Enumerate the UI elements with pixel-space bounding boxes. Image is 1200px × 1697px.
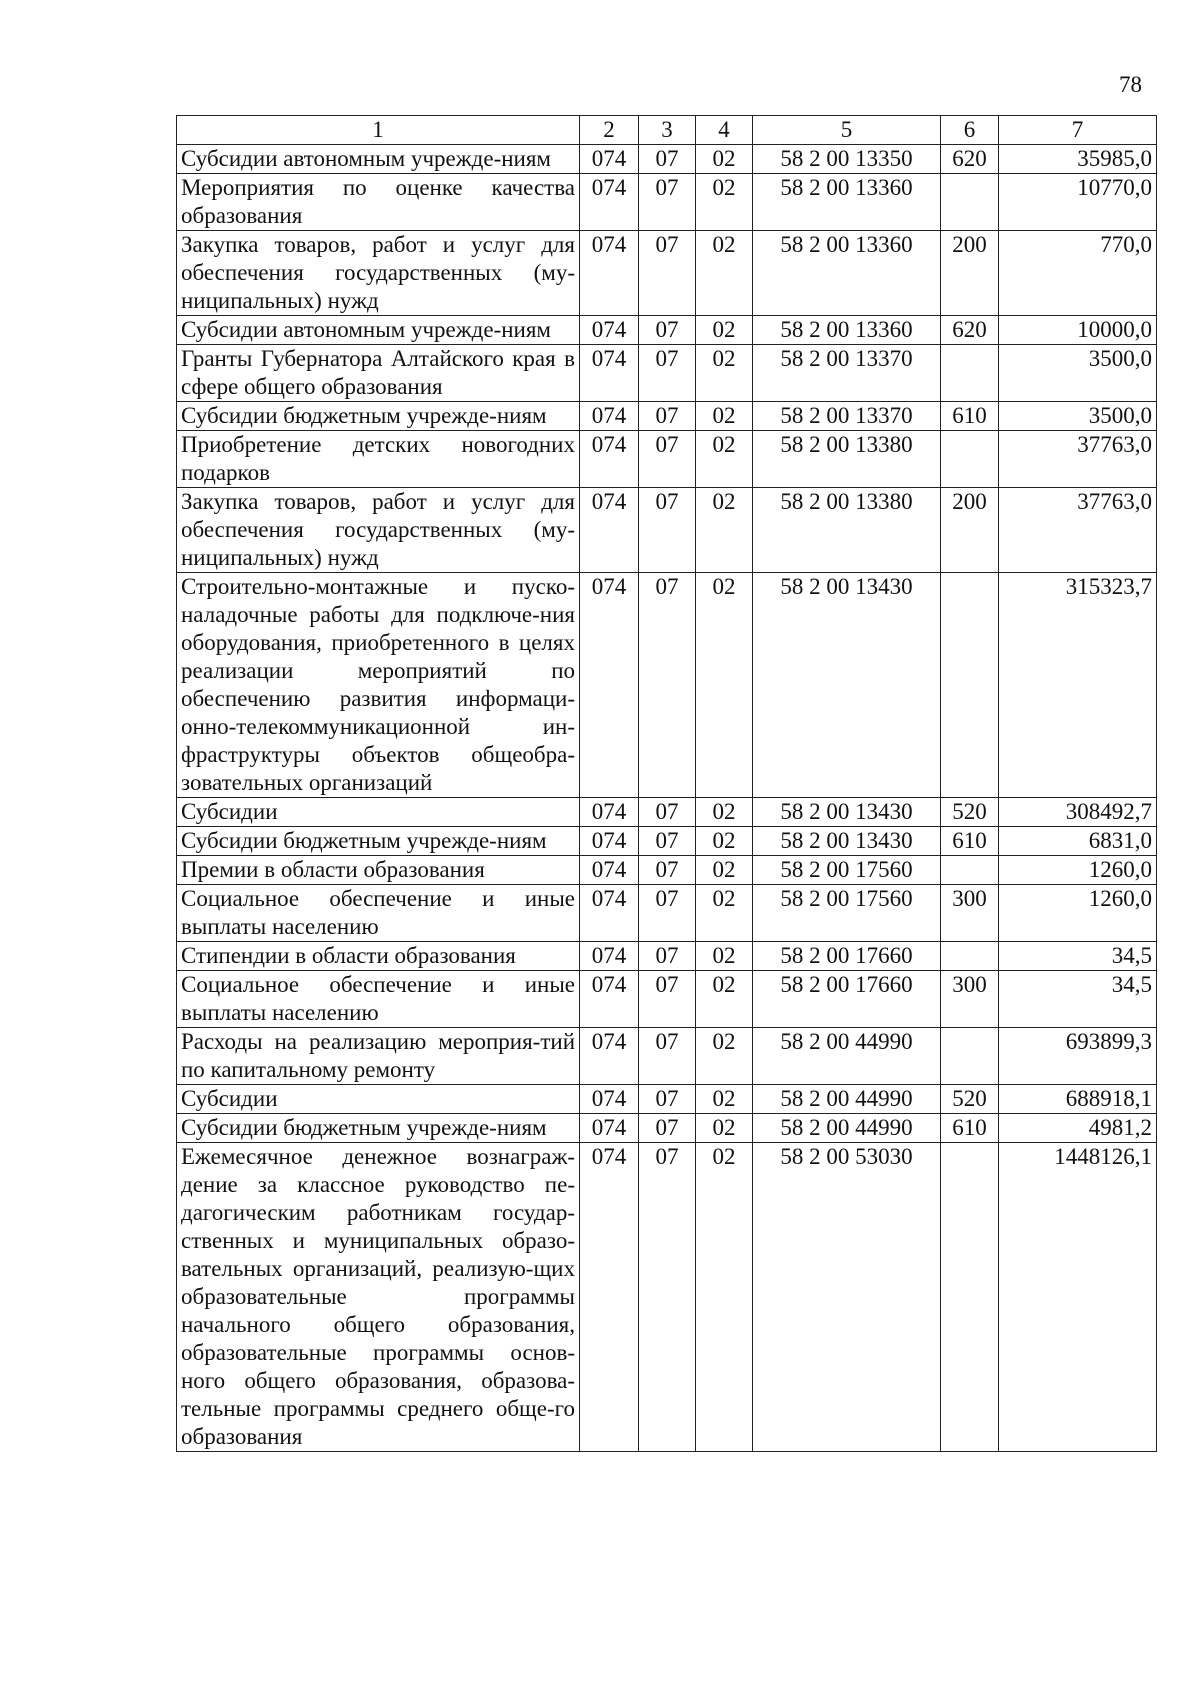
expense-name-cell: Стипендии в области образования xyxy=(177,942,580,971)
amount-cell: 688918,1 xyxy=(999,1085,1157,1114)
section-code-cell: 07 xyxy=(639,798,696,827)
table-row xyxy=(177,573,1157,798)
subsection-code-cell: 02 xyxy=(696,431,753,488)
subsection-code-cell: 02 xyxy=(696,231,753,316)
target-article-cell: 58 2 00 44990 xyxy=(753,1085,941,1114)
table-row xyxy=(177,145,1157,174)
expense-name-cell: Субсидии бюджетным учрежде-ниям xyxy=(177,402,580,431)
ministry-code-cell: 074 xyxy=(580,1143,639,1452)
subsection-code-cell: 02 xyxy=(696,488,753,573)
amount-cell: 10000,0 xyxy=(999,316,1157,345)
section-code-cell: 07 xyxy=(639,1114,696,1143)
expense-type-cell xyxy=(941,1028,999,1085)
table-row xyxy=(177,316,1157,345)
target-article-cell: 58 2 00 13430 xyxy=(753,573,941,798)
expense-name-cell: Расходы на реализацию мероприя-тий по капитальному ремонту xyxy=(177,1028,580,1085)
amount-cell: 693899,3 xyxy=(999,1028,1157,1085)
amount-cell: 4981,2 xyxy=(999,1114,1157,1143)
expense-name-cell: Гранты Губернатора Алтайского края в сфере общего образования xyxy=(177,345,580,402)
table-row xyxy=(177,431,1157,488)
subsection-code-cell: 02 xyxy=(696,971,753,1028)
amount-cell: 315323,7 xyxy=(999,573,1157,798)
amount-cell: 1260,0 xyxy=(999,885,1157,942)
expense-type-cell xyxy=(941,174,999,231)
table-row xyxy=(177,345,1157,402)
section-code-cell: 07 xyxy=(639,573,696,798)
section-code-cell: 07 xyxy=(639,1143,696,1452)
expense-name-cell: Субсидии бюджетным учрежде-ниям xyxy=(177,827,580,856)
table-row xyxy=(177,231,1157,316)
subsection-code-cell: 02 xyxy=(696,1114,753,1143)
target-article-cell: 58 2 00 17560 xyxy=(753,856,941,885)
expense-name-cell: Закупка товаров, работ и услуг для обеспечения государственных (му-ниципальных) нужд xyxy=(177,488,580,573)
amount-cell: 3500,0 xyxy=(999,345,1157,402)
target-article-cell: 58 2 00 13350 xyxy=(753,145,941,174)
table-row xyxy=(177,1085,1157,1114)
section-code-cell: 07 xyxy=(639,345,696,402)
budget-table xyxy=(176,115,1157,1452)
table-row xyxy=(177,402,1157,431)
target-article-cell: 58 2 00 13430 xyxy=(753,798,941,827)
column-header: 1 xyxy=(177,116,580,145)
expense-name-cell: Закупка товаров, работ и услуг для обеспечения государственных (му-ниципальных) нужд xyxy=(177,231,580,316)
target-article-cell: 58 2 00 13370 xyxy=(753,402,941,431)
target-article-cell: 58 2 00 44990 xyxy=(753,1028,941,1085)
section-code-cell: 07 xyxy=(639,145,696,174)
table-row xyxy=(177,1114,1157,1143)
expense-type-cell: 300 xyxy=(941,971,999,1028)
table-row xyxy=(177,885,1157,942)
section-code-cell: 07 xyxy=(639,488,696,573)
expense-type-cell: 620 xyxy=(941,316,999,345)
expense-type-cell: 610 xyxy=(941,1114,999,1143)
table-header-row xyxy=(177,116,1157,145)
section-code-cell: 07 xyxy=(639,316,696,345)
subsection-code-cell: 02 xyxy=(696,345,753,402)
subsection-code-cell: 02 xyxy=(696,1085,753,1114)
ministry-code-cell: 074 xyxy=(580,316,639,345)
table-row xyxy=(177,174,1157,231)
section-code-cell: 07 xyxy=(639,174,696,231)
amount-cell: 37763,0 xyxy=(999,431,1157,488)
ministry-code-cell: 074 xyxy=(580,431,639,488)
ministry-code-cell: 074 xyxy=(580,345,639,402)
expense-name-cell: Социальное обеспечение и иные выплаты населению xyxy=(177,971,580,1028)
column-header: 4 xyxy=(696,116,753,145)
amount-cell: 1260,0 xyxy=(999,856,1157,885)
ministry-code-cell: 074 xyxy=(580,885,639,942)
column-header: 7 xyxy=(999,116,1157,145)
expense-name-cell: Субсидии бюджетным учрежде-ниям xyxy=(177,1114,580,1143)
target-article-cell: 58 2 00 13380 xyxy=(753,488,941,573)
ministry-code-cell: 074 xyxy=(580,1085,639,1114)
column-header: 6 xyxy=(941,116,999,145)
amount-cell: 37763,0 xyxy=(999,488,1157,573)
expense-type-cell xyxy=(941,1143,999,1452)
subsection-code-cell: 02 xyxy=(696,885,753,942)
subsection-code-cell: 02 xyxy=(696,942,753,971)
ministry-code-cell: 074 xyxy=(580,573,639,798)
expense-type-cell: 610 xyxy=(941,402,999,431)
ministry-code-cell: 074 xyxy=(580,798,639,827)
amount-cell: 34,5 xyxy=(999,971,1157,1028)
amount-cell: 308492,7 xyxy=(999,798,1157,827)
ministry-code-cell: 074 xyxy=(580,971,639,1028)
target-article-cell: 58 2 00 53030 xyxy=(753,1143,941,1452)
section-code-cell: 07 xyxy=(639,827,696,856)
target-article-cell: 58 2 00 13430 xyxy=(753,827,941,856)
subsection-code-cell: 02 xyxy=(696,798,753,827)
amount-cell: 3500,0 xyxy=(999,402,1157,431)
column-header: 3 xyxy=(639,116,696,145)
expense-type-cell: 520 xyxy=(941,798,999,827)
target-article-cell: 58 2 00 13360 xyxy=(753,316,941,345)
target-article-cell: 58 2 00 17660 xyxy=(753,971,941,1028)
expense-type-cell xyxy=(941,431,999,488)
table-row xyxy=(177,798,1157,827)
table-row xyxy=(177,1143,1157,1452)
ministry-code-cell: 074 xyxy=(580,942,639,971)
expense-type-cell xyxy=(941,942,999,971)
ministry-code-cell: 074 xyxy=(580,1114,639,1143)
subsection-code-cell: 02 xyxy=(696,402,753,431)
expense-name-cell: Субсидии автономным учрежде-ниям xyxy=(177,316,580,345)
expense-name-cell: Субсидии xyxy=(177,798,580,827)
ministry-code-cell: 074 xyxy=(580,231,639,316)
amount-cell: 6831,0 xyxy=(999,827,1157,856)
expense-name-cell: Премии в области образования xyxy=(177,856,580,885)
subsection-code-cell: 02 xyxy=(696,174,753,231)
target-article-cell: 58 2 00 17560 xyxy=(753,885,941,942)
ministry-code-cell: 074 xyxy=(580,174,639,231)
amount-cell: 35985,0 xyxy=(999,145,1157,174)
subsection-code-cell: 02 xyxy=(696,316,753,345)
section-code-cell: 07 xyxy=(639,885,696,942)
expense-type-cell: 200 xyxy=(941,488,999,573)
expense-name-cell: Субсидии автономным учрежде-ниям xyxy=(177,145,580,174)
subsection-code-cell: 02 xyxy=(696,573,753,798)
subsection-code-cell: 02 xyxy=(696,1143,753,1452)
target-article-cell: 58 2 00 13370 xyxy=(753,345,941,402)
expense-type-cell: 520 xyxy=(941,1085,999,1114)
expense-type-cell: 610 xyxy=(941,827,999,856)
subsection-code-cell: 02 xyxy=(696,856,753,885)
section-code-cell: 07 xyxy=(639,431,696,488)
expense-name-cell: Социальное обеспечение и иные выплаты населению xyxy=(177,885,580,942)
column-header: 5 xyxy=(753,116,941,145)
expense-type-cell: 200 xyxy=(941,231,999,316)
amount-cell: 34,5 xyxy=(999,942,1157,971)
amount-cell: 770,0 xyxy=(999,231,1157,316)
section-code-cell: 07 xyxy=(639,1085,696,1114)
expense-name-cell: Строительно-монтажные и пуско-наладочные работы для подключе-ния оборудования, приобретенного в целях реализации мероприятий по обеспечению развития информаци-онно-телекоммуникационной ин-фраструктуры объектов общеобра-зовательных организаций xyxy=(177,573,580,798)
table-row xyxy=(177,827,1157,856)
subsection-code-cell: 02 xyxy=(696,1028,753,1085)
amount-cell: 10770,0 xyxy=(999,174,1157,231)
expense-name-cell: Субсидии xyxy=(177,1085,580,1114)
expense-type-cell: 300 xyxy=(941,885,999,942)
section-code-cell: 07 xyxy=(639,856,696,885)
ministry-code-cell: 074 xyxy=(580,145,639,174)
ministry-code-cell: 074 xyxy=(580,488,639,573)
table-row xyxy=(177,971,1157,1028)
expense-type-cell xyxy=(941,856,999,885)
section-code-cell: 07 xyxy=(639,942,696,971)
target-article-cell: 58 2 00 44990 xyxy=(753,1114,941,1143)
expense-name-cell: Мероприятия по оценке качества образования xyxy=(177,174,580,231)
table-row xyxy=(177,488,1157,573)
expense-name-cell: Ежемесячное денежное вознаграж-дение за классное руководство пе-дагогическим работникам государ-ственных и муниципальных образо-вательных организаций, реализую-щих образовательные программы начального общего образования, образовательные программы основ-ного общего образования, образова-тельные программы среднего обще-го образования xyxy=(177,1143,580,1452)
column-header: 2 xyxy=(580,116,639,145)
page-number: 78 xyxy=(1119,72,1142,97)
amount-cell: 1448126,1 xyxy=(999,1143,1157,1452)
section-code-cell: 07 xyxy=(639,1028,696,1085)
target-article-cell: 58 2 00 13360 xyxy=(753,231,941,316)
section-code-cell: 07 xyxy=(639,402,696,431)
subsection-code-cell: 02 xyxy=(696,145,753,174)
target-article-cell: 58 2 00 17660 xyxy=(753,942,941,971)
expense-type-cell xyxy=(941,573,999,798)
section-code-cell: 07 xyxy=(639,971,696,1028)
table-row xyxy=(177,942,1157,971)
expense-type-cell xyxy=(941,345,999,402)
ministry-code-cell: 074 xyxy=(580,402,639,431)
target-article-cell: 58 2 00 13360 xyxy=(753,174,941,231)
expense-type-cell: 620 xyxy=(941,145,999,174)
ministry-code-cell: 074 xyxy=(580,827,639,856)
subsection-code-cell: 02 xyxy=(696,827,753,856)
target-article-cell: 58 2 00 13380 xyxy=(753,431,941,488)
table-row xyxy=(177,1028,1157,1085)
expense-name-cell: Приобретение детских новогодних подарков xyxy=(177,431,580,488)
ministry-code-cell: 074 xyxy=(580,1028,639,1085)
ministry-code-cell: 074 xyxy=(580,856,639,885)
section-code-cell: 07 xyxy=(639,231,696,316)
table-row xyxy=(177,856,1157,885)
